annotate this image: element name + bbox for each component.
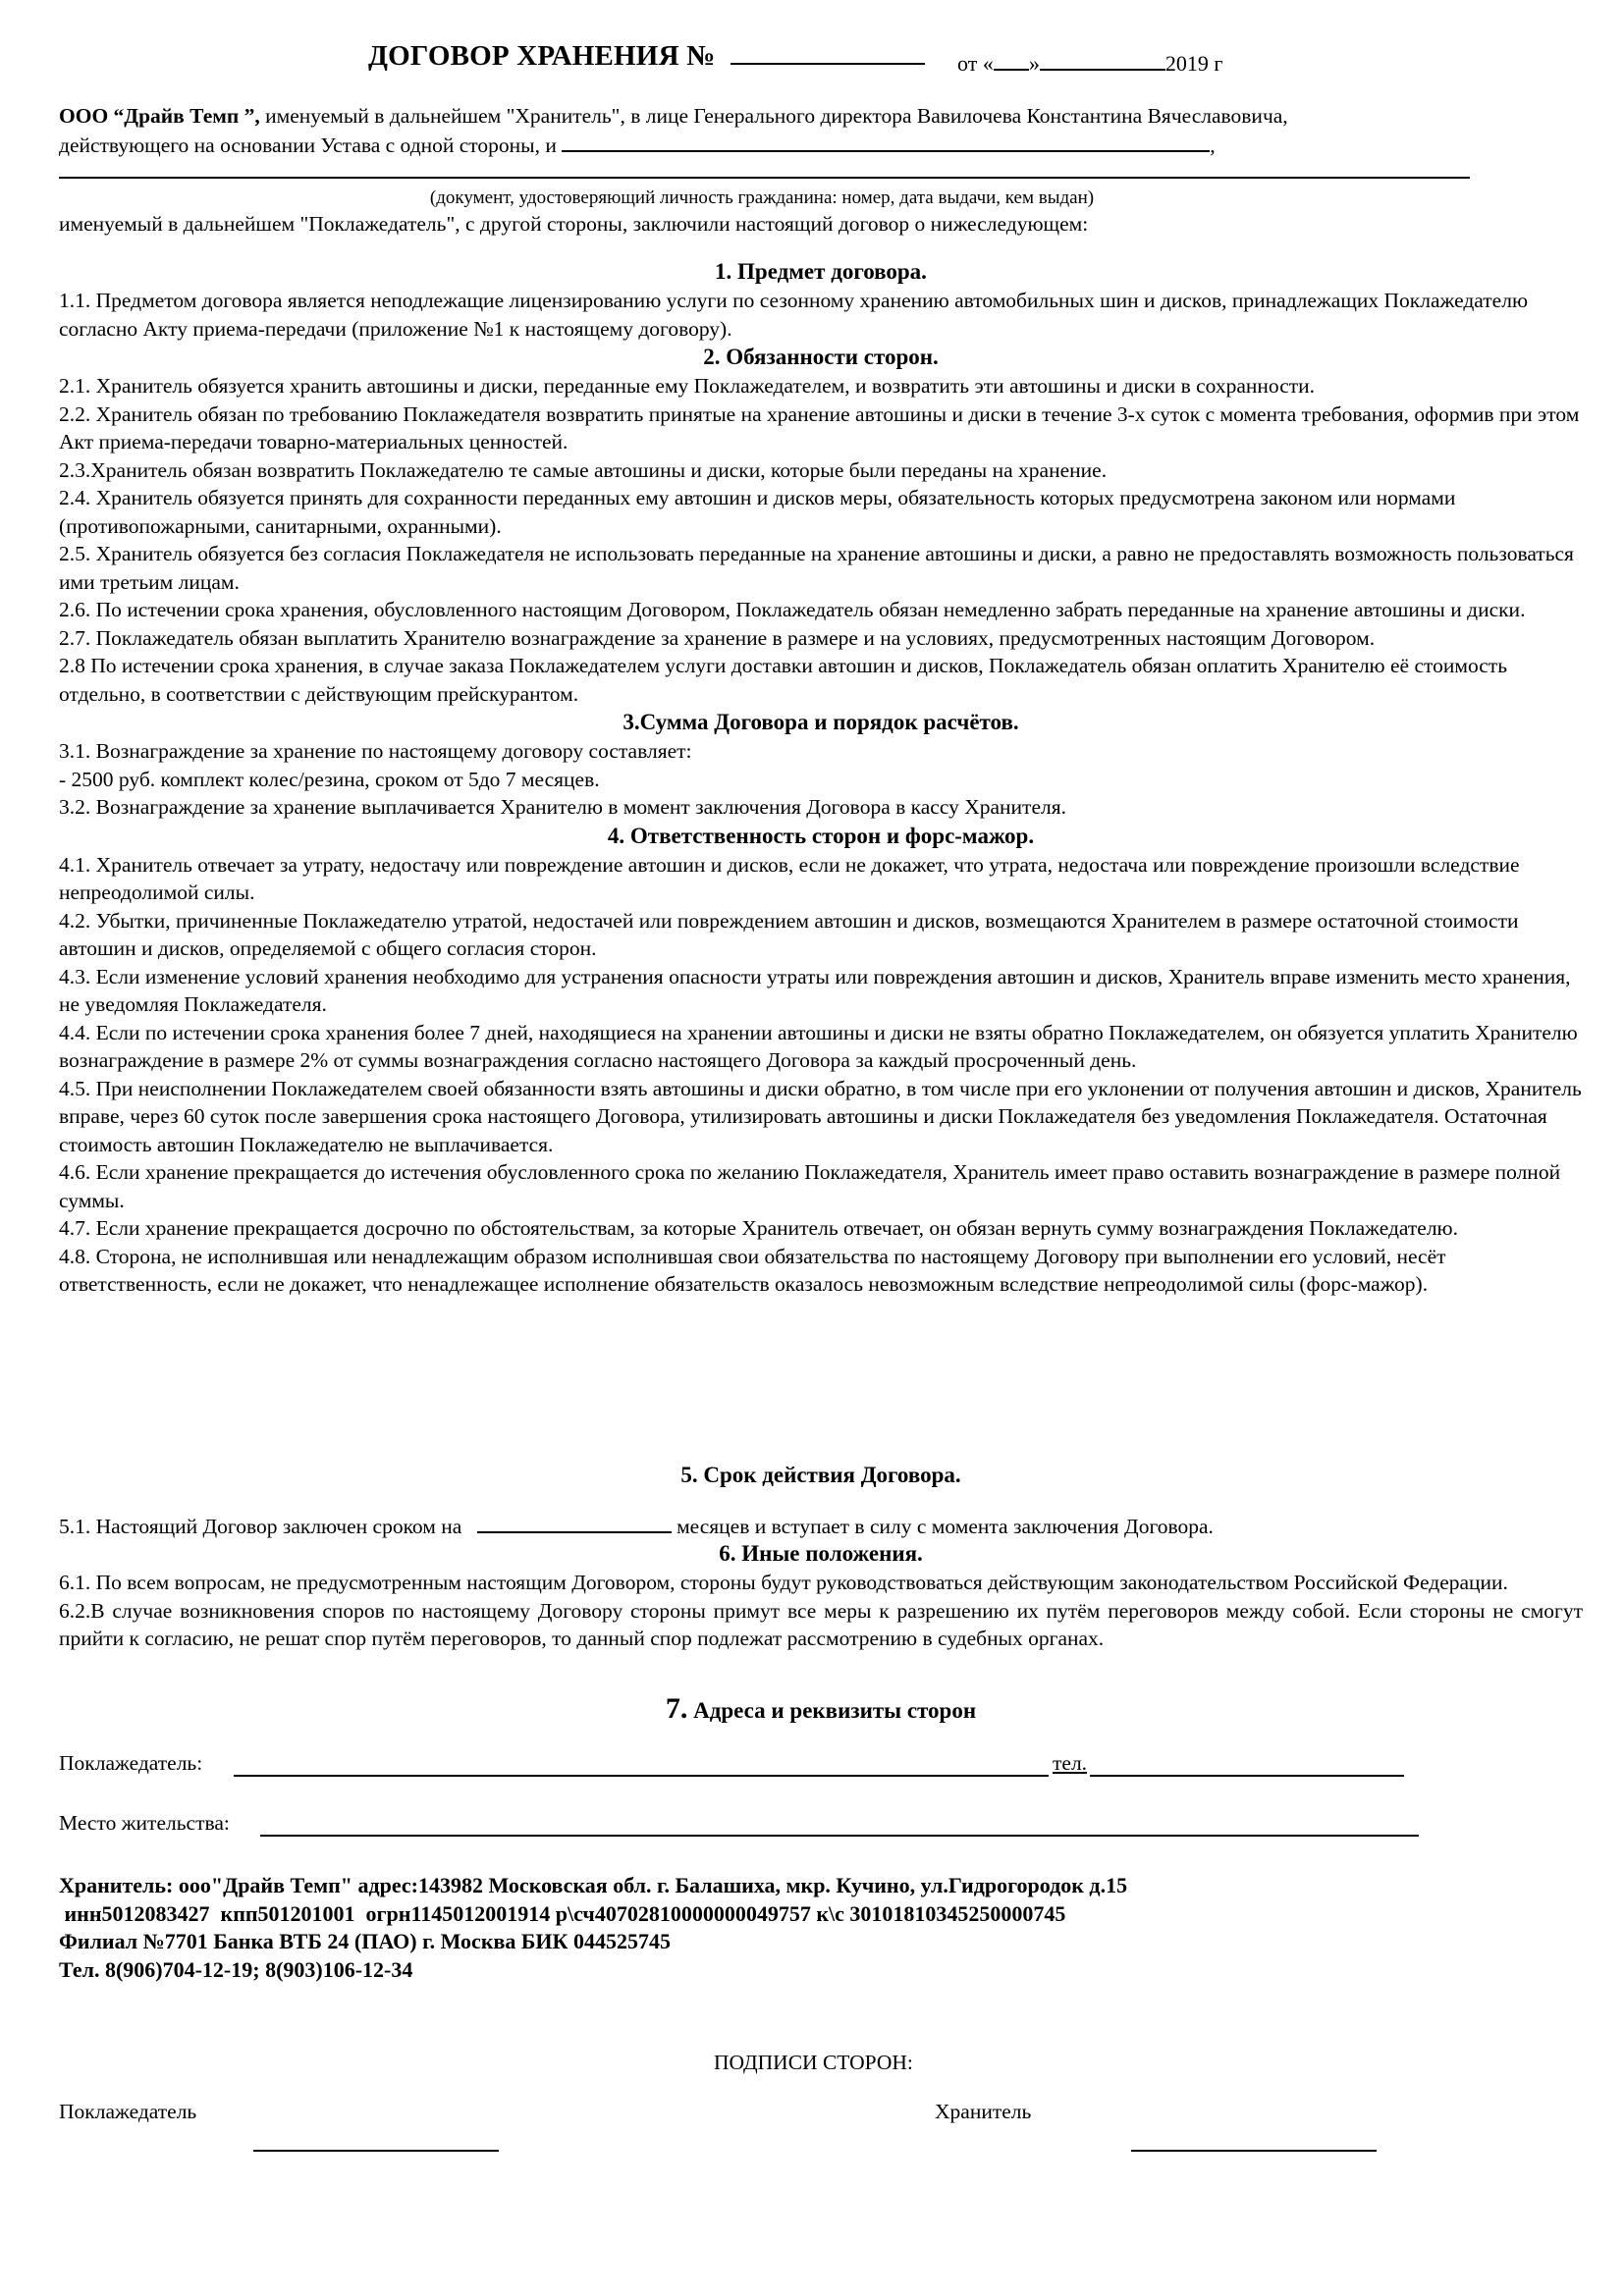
signature-depositor-line[interactable] — [253, 2150, 499, 2152]
custodian-phones: Тел. 8(906)704-12-19; 8(903)106-12-34 — [59, 1956, 413, 1982]
clause-1-1: 1.1. Предметом договора является неподлежащие лицензированию услуги по сезонному хранению автомобильных шин и дисков, принадлежащих Поклажедателю согласно Акту приема-передачи (приложение №1 к настоящему договору). — [59, 289, 1529, 341]
section-2-heading: 2. Обязанности сторон. — [703, 345, 939, 369]
custodian-bank-ids: инн5012083427 кпп501201001 огрн1145012001914 р\сч40702810000000049757 к\с 30101810345250000745 — [59, 1900, 1066, 1926]
section-5 — [59, 1461, 1583, 1541]
section-6 — [59, 1539, 1583, 1653]
date-month-blank[interactable] — [1040, 45, 1165, 71]
clause-2-1: 2.1. Хранитель обязуется хранить автошины и диски, переданные ему Поклажедателем, и возвратить эти автошины и диски в сохранности. — [59, 374, 1316, 398]
custodian-address: Хранитель: ооо"Драйв Темп" адрес:143982 Московская обл. г. Балашиха, мкр. Кучино, ул.Гидрогородок д.15 — [59, 1873, 1128, 1897]
residence-label: Место жительства: — [59, 1811, 230, 1835]
section-3-heading: 3.Сумма Договора и порядок расчётов. — [623, 710, 1019, 734]
intro-line-2 — [59, 131, 1583, 160]
clause-2-2: 2.2. Хранитель обязан по требованию Поклажедателя возвратить принятые на хранение автошины и диски в течение 3-х суток с момента требования, оформив при этом Акт приема-передачи товарно-материальных ценностей. — [59, 401, 1580, 454]
signature-custodian-line[interactable] — [1131, 2150, 1377, 2152]
clause-3-2: 3.2. Вознаграждение за хранение выплачивается Хранителю в момент заключения Договора в кассу Хранителя. — [59, 795, 1066, 819]
intro-line-1-rest: именуемый в дальнейшем "Хранитель", в лице Генерального директора Вавилочева Константина Вячеславовича, — [259, 104, 1288, 128]
depositor-field[interactable] — [234, 1775, 1049, 1777]
depositor-document-blank[interactable] — [59, 177, 1470, 179]
date-mid: » — [1028, 51, 1040, 76]
clause-2-8: 2.8 По истечении срока хранения, в случае заказа Поклажедателем услуги доставки автошин и дисков, Поклажедатель обязан оплатить Хранителю её стоимость отдельно, в соответствии с действующим прейскурантом. — [59, 654, 1507, 706]
section-6-heading: 6. Иные положения. — [719, 1541, 923, 1566]
clause-2-4: 2.4. Хранитель обязуется принять для сохранности переданных ему автошин и дисков меры, обязательность которых предусмотрена законом или нормами (противопожарными, санитарными, охранными). — [59, 486, 1456, 538]
section-2 — [59, 343, 1583, 708]
clause-2-6: 2.6. По истечении срока хранения, обусловленного настоящим Договором, Поклажедатель обязан немедленно забрать переданные на хранение автошины и диски. — [59, 598, 1526, 621]
clause-2-5: 2.5. Хранитель обязуется без согласия Поклажедателя не использовать переданные на хранение автошины и диски, а равно не предоставлять возможность пользоваться ими третьим лицам. — [59, 542, 1574, 594]
document-hint: (документ, удостоверяющий личность гражданина: номер, дата выдачи, кем выдан) — [429, 187, 1095, 208]
phone-field[interactable] — [1090, 1775, 1404, 1777]
section-3 — [59, 708, 1583, 822]
intro-line-4: именуемый в дальнейшем "Поклажедатель", с другой стороны, заключили настоящий договор о нижеследующем: — [59, 212, 1089, 236]
clause-6-2: 6.2.В случае возникновения споров по настоящему Договору стороны примут все меры к разрешению их путём переговоров между собой. Если стороны не смогут прийти к согласию, не решат спор путём переговоров, то данный спор подлежат рассмотрению в судебных органах. — [59, 1598, 1583, 1650]
clause-4-8: 4.8. Сторона, не исполнившая или ненадлежащим образом исполнившая свои обязательства по настоящему Договору при выполнении его условий, несёт ответственность, если не докажет, что ненадлежащее исполнение обязательств оказалось невозможным вследствие непреодолимой силы (форс-мажор). — [59, 1244, 1446, 1296]
section-4 — [59, 822, 1583, 1299]
intro-line-1 — [59, 102, 1583, 131]
clause-3-1-price: - 2500 руб. комплект колес/резина, сроком от 5до 7 месяцев. — [59, 767, 600, 791]
intro-line-2-text: действующего на основании Устава с одной стороны, и — [59, 133, 557, 157]
clause-2-7: 2.7. Поклажедатель обязан выплатить Хранителю вознаграждение за хранение в размере и на условиях, предусмотренных настоящим Договором. — [59, 625, 1376, 650]
contract-date — [957, 45, 1222, 79]
depositor-label: Поклажедатель: — [59, 1751, 203, 1775]
residence-field[interactable] — [260, 1835, 1419, 1837]
clause-4-4: 4.4. Если по истечении срока хранения более 7 дней, находящиеся на хранении автошины и диски не взяты обратно Поклажедателем, он обязуется уплатить Хранителю вознаграждение в размере 2% от суммы вознаграждения согласно настоящего Договора за каждый просроченный день. — [59, 1020, 1578, 1072]
phone-label: тел. — [1053, 1751, 1088, 1775]
section-7-title: Адреса и реквизиты сторон — [687, 1698, 977, 1723]
signature-custodian-label: Хранитель — [935, 2100, 1032, 2123]
clause-5-1 — [59, 1512, 1583, 1541]
intro-block — [59, 102, 1583, 239]
clause-3-1: 3.1. Вознаграждение за хранение по настоящему договору составляет: — [59, 739, 692, 763]
section-7-number: 7. — [665, 1692, 688, 1725]
contract-number-blank[interactable] — [731, 39, 925, 65]
clause-5-1-before: 5.1. Настоящий Договор заключен сроком на — [59, 1515, 462, 1538]
intro-line-2-end: , — [1210, 133, 1216, 157]
title-row — [0, 39, 1624, 79]
intro-line-3 — [59, 159, 1583, 187]
section-5-heading: 5. Срок действия Договора. — [680, 1463, 961, 1487]
clause-4-1: 4.1. Хранитель отвечает за утрату, недостачу или повреждение автошин и дисков, если не докажет, что утрата, недостача или повреждение произошли вследствие непреодолимой силы. — [59, 852, 1520, 904]
section-4-heading: 4. Ответственность сторон и форс-мажор. — [607, 823, 1035, 848]
date-year: 2019 г — [1164, 51, 1223, 76]
custodian-requisites — [59, 1872, 1335, 1984]
term-months-blank[interactable] — [477, 1512, 672, 1533]
clause-4-5: 4.5. При неисполнении Поклажедателем своей обязанности взять автошины и диски обратно, в том числе при его уклонении от получения автошин и дисков, Хранитель вправе, через 60 суток после завершения срока настоящего Договора, утилизировать автошины и диски Поклажедателя без уведомления Поклажедателя. Остаточная стоимость автошин Поклажедателю не выплачивается. — [59, 1076, 1582, 1156]
clause-4-6: 4.6. Если хранение прекращается до истечения обусловленного срока по желанию Поклажедателя, Хранитель имеет право оставить вознаграждение в размере полной суммы. — [59, 1160, 1561, 1212]
clause-4-2: 4.2. Убытки, причиненные Поклажедателю утратой, недостачей или повреждением автошин и дисков, возмещаются Хранителем в размере остаточной стоимости автошин и дисков, определяемой с общего согласия сторон. — [59, 908, 1519, 960]
custodian-bank: Филиал №7701 Банка ВТБ 24 (ПАО) г. Москва БИК 044525745 — [59, 1929, 671, 1953]
clause-2-3: 2.3.Хранитель обязан возвратить Поклажедателю те самые автошины и диски, которые были переданы на хранение. — [59, 457, 1108, 482]
title-text: ДОГОВОР ХРАНЕНИЯ № — [368, 40, 716, 72]
clause-5-1-after: месяцев и вступает в силу с момента заключения Договора. — [671, 1515, 1214, 1538]
signatures-title: ПОДПИСИ СТОРОН: — [714, 2051, 913, 2074]
section-1-heading: 1. Предмет договора. — [715, 259, 927, 284]
date-prefix: от « — [957, 51, 994, 76]
clause-4-7: 4.7. Если хранение прекращается досрочно по обстоятельствам, за которые Хранитель отвечает, он обязан вернуть сумму вознаграждения Поклажедателю. — [59, 1216, 1458, 1240]
date-day-blank[interactable] — [994, 45, 1029, 71]
signature-depositor-label: Поклажедатель — [59, 2100, 197, 2123]
document-title — [368, 39, 925, 71]
section-1 — [59, 257, 1583, 343]
clause-6-1: 6.1. По всем вопросам, не предусмотренным настоящим Договором, стороны будут руководствоваться действующим законодательством Российской Федерации. — [59, 1571, 1508, 1594]
sections-block — [59, 257, 1583, 1299]
clause-4-3: 4.3. Если изменение условий хранения необходимо для устранения опасности утраты или повреждения автошин и дисков, Хранитель вправе изменить место хранения, не уведомляя Поклажедателя. — [59, 964, 1571, 1016]
depositor-name-blank[interactable] — [562, 131, 1210, 152]
section-7-heading — [59, 1694, 1583, 1726]
company-name: ООО “Драйв Темп ”, — [59, 104, 260, 128]
